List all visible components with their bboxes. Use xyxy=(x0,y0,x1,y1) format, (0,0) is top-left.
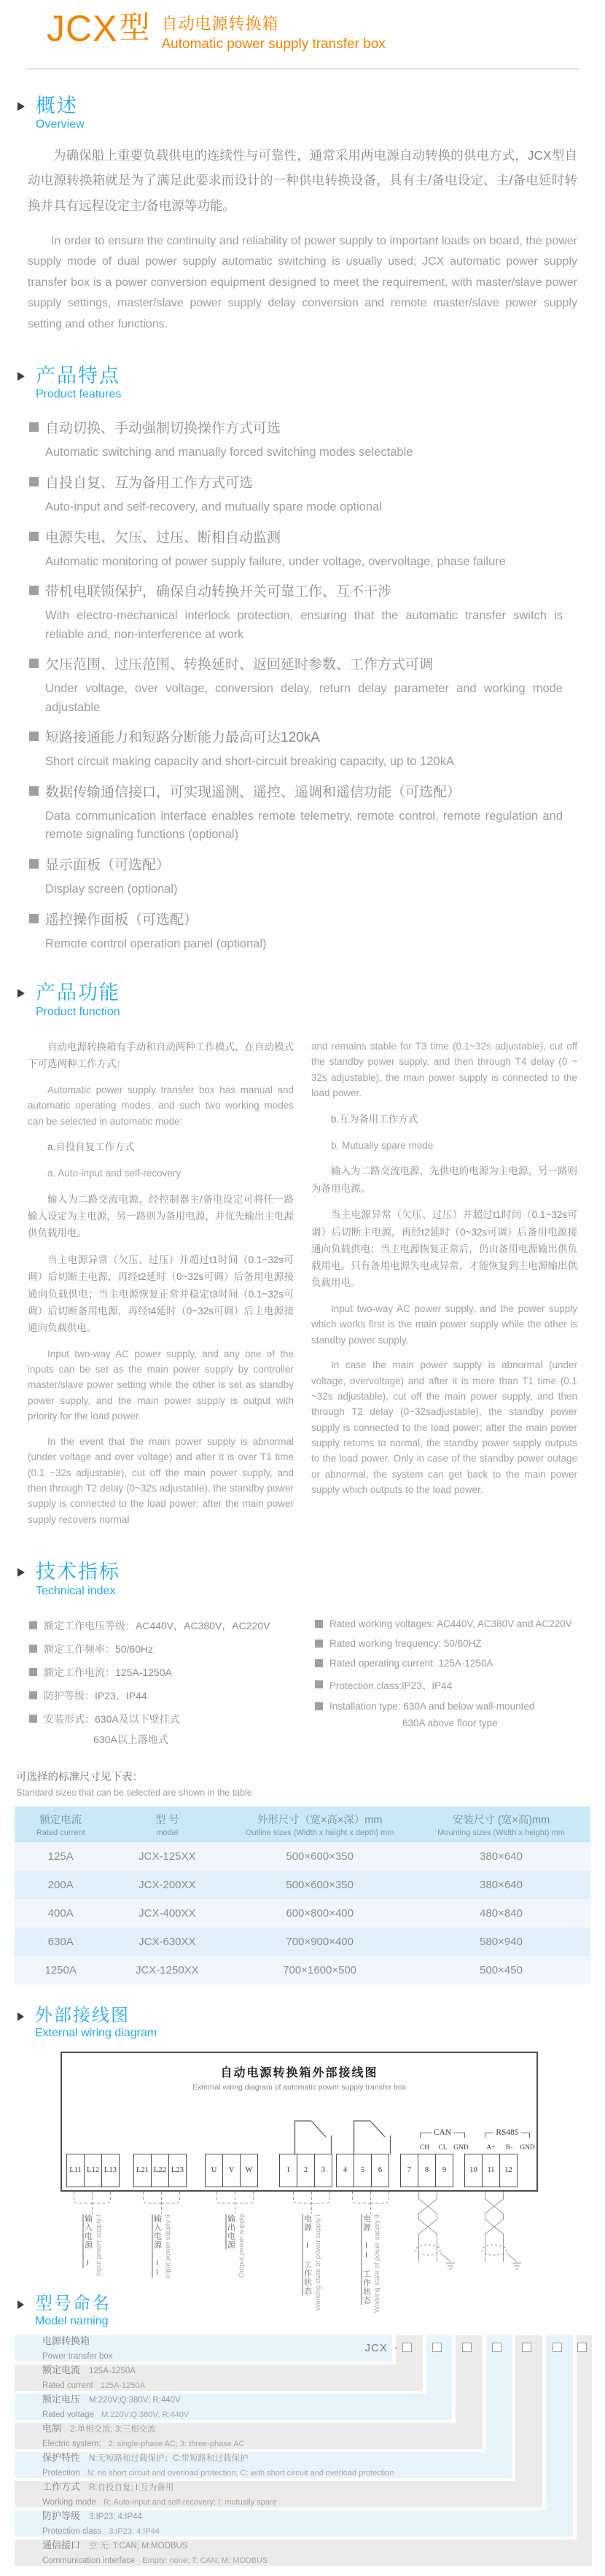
features-heading xyxy=(17,365,605,401)
overview-heading xyxy=(17,96,605,131)
wire-group-label xyxy=(134,2192,189,2284)
technical-item xyxy=(29,1688,315,1703)
terminal: 12 xyxy=(499,2154,518,2187)
table-cell: 500×600×350 xyxy=(227,1842,412,1871)
size-table xyxy=(15,1807,590,1985)
table-row xyxy=(15,1899,590,1928)
model-code-box xyxy=(553,2343,562,2352)
bullet-square-icon xyxy=(29,477,39,486)
technical-text: Rated working frequency: 50/60HZ xyxy=(329,1637,482,1649)
table-cell: 700×900×400 xyxy=(227,1928,412,1956)
bullet-square-icon xyxy=(29,586,39,595)
wire-label-en: Working state of power supply II xyxy=(372,2214,381,2313)
pin-label: GND xyxy=(453,2144,469,2152)
function-paragraph: a.自投自复工作方式 xyxy=(47,1141,135,1153)
table-cell: 580×940 xyxy=(412,1928,590,1956)
terminal-group-state2 xyxy=(336,2154,389,2187)
technical-item xyxy=(315,1658,605,1669)
product-model-suffix: 型 xyxy=(119,10,150,44)
model-naming-heading-en: Model naming xyxy=(35,2315,109,2328)
wiring-heading xyxy=(17,2006,605,2040)
terminal: 2 xyxy=(297,2154,315,2187)
technical-heading xyxy=(17,1561,605,1597)
feature-text-en: Data communication interface enables remote telemetry, remote control, remote regulation and remote signaling functions (optional) xyxy=(45,809,563,842)
model-code-box xyxy=(522,2343,531,2352)
naming-label-en: Communication interface xyxy=(42,2556,136,2566)
terminal-group-output xyxy=(205,2154,257,2187)
model-code-prefix: JCX xyxy=(364,2342,388,2355)
naming-label-en: Electric system: xyxy=(42,2440,101,2449)
table-row xyxy=(15,1928,590,1956)
feature-text-cn: 数据传输通信接口，可实现遥测、遥控、遥调和遥信功能（可选配） xyxy=(45,784,461,800)
function-heading-cn: 产品功能 xyxy=(36,982,120,1004)
function-paragraph: and remains stable for T3 time (0.1~32s adjustable), cut off the standby power supply, and then through T4 delay (0 ~ 32s adjustable), the main power supply is connected to the load power. xyxy=(311,1041,577,1098)
technical-text: Protection class:IP23、IP44 xyxy=(329,1680,453,1691)
product-model: JCX xyxy=(47,8,118,49)
table-note-en: Standard sizes that can be selected are shown in the table xyxy=(16,1787,252,1798)
technical-text: 安装形式：630A及以下壁挂式 xyxy=(44,1712,180,1725)
section-features xyxy=(0,365,605,953)
twisted-pair-symbol xyxy=(476,2192,531,2273)
bullet-square-icon xyxy=(315,1702,323,1710)
wire-group-label xyxy=(343,2192,398,2313)
terminal: L13 xyxy=(101,2154,120,2187)
terminal-group-state1 xyxy=(279,2154,332,2187)
naming-row xyxy=(15,2335,392,2362)
function-paragraph: 当主电源异常（欠压、过压）并超过t1时间（0.1~32s可调）后切断主电源，再经t2延时（0~32s可调）后备用电源接通向负载供电；当主电源恢复正常并稳定t3时间（0.1~32s可调）后切断备用电源，再经t4延时（0~32s可调）后主电源接通向负载供电。 xyxy=(28,1254,294,1333)
table-cell: 380×640 xyxy=(412,1871,590,1899)
naming-desc-en: R: Auto-input and self-recovery; I: mutually spare xyxy=(103,2498,277,2507)
bullet-square-icon xyxy=(29,422,39,432)
terminal: 11 xyxy=(482,2154,500,2187)
pin-label: B- xyxy=(505,2144,513,2152)
terminal: 10 xyxy=(464,2154,483,2187)
wire-drop-symbol xyxy=(134,2192,189,2214)
terminal: U xyxy=(205,2154,223,2187)
terminal: L22 xyxy=(151,2154,169,2187)
function-paragraph: In the event that the main power supply is abnormal (under voltage and over voltage) and after it is over T1 time (0.1 ~32s adjustable), cut off the main power supply, and then through T2 delay (0~32s adjustable), the standby power supply is connected to the load power; after the main power supply recovers normal xyxy=(28,1435,294,1525)
technical-columns xyxy=(29,1610,605,1747)
technical-text: Rated operating current: 125A-1250A xyxy=(329,1657,493,1669)
feature-item xyxy=(29,653,576,717)
features-heading-cn: 产品特点 xyxy=(36,365,120,387)
feature-text-en: With electro-mechanical interlock protection, ensuring that the automatic transfer switch is reliable and, non-interference at work xyxy=(45,609,563,641)
naming-desc-en: M:220V;Q:380V; R:440V xyxy=(101,2410,190,2420)
technical-text: 额定工作频率：50/60Hz xyxy=(44,1642,154,1655)
naming-step-stripe xyxy=(515,2335,542,2481)
table-cell: JCX-400XX xyxy=(106,1899,227,1928)
wire-drop-symbol xyxy=(65,2192,120,2214)
technical-text-continued: 630A above floor type xyxy=(402,1717,498,1729)
technical-item xyxy=(29,1712,315,1726)
model-code-box xyxy=(432,2343,442,2352)
terminal-group-can xyxy=(400,2154,453,2187)
technical-item xyxy=(315,1677,605,1692)
function-paragraph: b. Mutually spare mode xyxy=(331,1139,434,1151)
terminal: L23 xyxy=(168,2154,187,2187)
terminal: 5 xyxy=(354,2154,372,2187)
table-cell: JCX-200XX xyxy=(106,1871,227,1899)
naming-label-cn: 通信接口 xyxy=(42,2540,81,2551)
table-note-cn: 可选择的标准尺寸见下表： xyxy=(16,1771,143,1783)
naming-desc-cn: R:自投自复; I:互为备用 xyxy=(89,2483,174,2493)
feature-text-en: Display screen (optional) xyxy=(45,882,178,896)
function-heading-en: Product function xyxy=(36,1005,120,1018)
page-header xyxy=(0,0,605,53)
naming-label-cn: 工作方式 xyxy=(42,2481,81,2493)
table-header-cell: 额定电流 Rated current xyxy=(15,1807,106,1842)
feature-item xyxy=(29,472,576,517)
features-list xyxy=(29,417,576,953)
pin-label: A+ xyxy=(486,2144,496,2152)
technical-text: Installation type: 630A and below wall-mounted xyxy=(329,1700,535,1712)
model-code-box xyxy=(492,2343,501,2352)
terminal-group-input2 xyxy=(133,2154,186,2187)
feature-text-en: Under voltage, over voltage, conversion delay, return delay parameter and working mode adjustable xyxy=(45,682,563,714)
technical-heading-cn: 技术指标 xyxy=(36,1561,120,1583)
overview-heading-en: Overview xyxy=(36,118,85,131)
naming-label-en: Working mode xyxy=(42,2498,96,2507)
technical-text: 防护等级：IP23、IP44 xyxy=(44,1689,147,1702)
naming-label-cn: 防护等级 xyxy=(42,2510,81,2522)
function-column-left xyxy=(28,1029,294,1537)
naming-row xyxy=(15,2481,542,2507)
product-title-en: Automatic power supply transfer box xyxy=(161,36,386,52)
terminal-group-rs485 xyxy=(464,2154,517,2187)
bullet-square-icon xyxy=(29,859,39,869)
table-cell: 700×1600×500 xyxy=(227,1956,412,1985)
technical-item xyxy=(29,1642,315,1656)
terminal: V xyxy=(222,2154,241,2187)
wire-group-label xyxy=(208,2192,262,2284)
table-cell: JCX-125XX xyxy=(106,1842,227,1871)
section-overview xyxy=(0,96,605,335)
feature-text-en: Remote control operation panel (optional) xyxy=(45,936,267,950)
table-cell: JCX-630XX xyxy=(106,1928,227,1956)
overview-heading-cn: 概述 xyxy=(36,95,78,117)
function-heading xyxy=(17,982,605,1018)
rs485-bus-label xyxy=(485,2129,530,2138)
terminal-strip xyxy=(66,2154,517,2187)
terminal: 1 xyxy=(279,2154,297,2187)
naming-desc-en: N: no short circuit and overload protection; C: with short circuit and overload protection xyxy=(87,2469,394,2478)
section-model-naming xyxy=(0,2294,605,2576)
naming-desc-cn: 3:IP23; 4:IP44 xyxy=(89,2513,142,2522)
overview-paragraph-cn: 为确保船上重要负载供电的连续性与可靠性，通常采用两电源自动转换的供电方式，JCX型自动电源转换箱就是为了满足此要求而设计的一种供电转换设备，具有主/备电设定、主/备电延时转换并具有远程设定主/备电源等功能。 xyxy=(28,148,577,213)
function-paragraph: 输入为二路交流电源，经控制器主/备电设定可将任一路输入设定为主电源，另一路则为备用电源，并优先输出主电源供负载用电。 xyxy=(28,1193,294,1239)
feature-text-cn: 遥控操作面板（可选配） xyxy=(45,912,198,928)
bracket-line xyxy=(521,2133,530,2138)
wiring-diagram-title-en: External wiring diagram of automatic power supply transfer box xyxy=(192,2082,406,2092)
model-code-box xyxy=(402,2343,412,2352)
naming-label-cn: 电制 xyxy=(42,2423,62,2435)
feature-item xyxy=(29,854,576,899)
table-cell: 500×600×350 xyxy=(227,1871,412,1899)
bullet-square-icon xyxy=(29,786,39,796)
bus-pin-labels xyxy=(415,2144,536,2152)
section-marker-icon xyxy=(17,989,25,998)
naming-label-cn: 额定电流 xyxy=(42,2364,81,2376)
naming-label-en: Protection class xyxy=(42,2527,102,2537)
naming-desc-en: Empty: none; T: CAN; M: MODBUS xyxy=(142,2556,268,2566)
wire-drop-symbol xyxy=(208,2192,262,2214)
technical-item xyxy=(29,1618,315,1633)
feature-text-en: Automatic monitoring of power supply failure, under voltage, overvoltage, phase failure xyxy=(45,554,506,568)
bullet-square-icon xyxy=(29,1668,37,1676)
bracket-line xyxy=(485,2133,493,2138)
wire-label-cn: 输入电源 I xyxy=(83,2214,93,2268)
model-naming-diagram xyxy=(15,2335,592,2576)
bracket-line xyxy=(453,2133,465,2138)
function-paragraph: a. Auto-input and self-recovery xyxy=(47,1168,182,1179)
naming-row xyxy=(15,2423,483,2449)
wire-label-en: Working state of power supply I xyxy=(313,2214,322,2311)
terminal: 8 xyxy=(418,2154,436,2187)
table-row xyxy=(15,1956,590,1985)
technical-heading-en: Technical index xyxy=(36,1584,116,1597)
technical-item xyxy=(315,1638,605,1649)
naming-desc-en: 3:IP23; 4:IP44 xyxy=(109,2527,160,2537)
naming-row xyxy=(15,2452,512,2478)
wiring-heading-en: External wiring diagram xyxy=(35,2026,157,2039)
wire-label-en: Output power supply xyxy=(237,2214,246,2278)
feature-item xyxy=(29,527,576,572)
table-row xyxy=(15,1842,590,1871)
naming-desc-cn: N:无短路和过载保护；C:带短路和过载保护 xyxy=(89,2454,249,2464)
function-paragraph: Input two-way AC power supply, and any one of the inputs can be set as the main power supply by controller master/slave power setting while the other is set as standby power supply, and the main power supply is output with priority for the load power. xyxy=(28,1348,294,1422)
bullet-square-icon xyxy=(315,1620,323,1628)
terminal: 9 xyxy=(435,2154,453,2187)
naming-row xyxy=(15,2394,452,2420)
model-code-dash: - xyxy=(394,2341,398,2354)
table-cell: 200A xyxy=(15,1871,106,1899)
technical-text: 额定工作电压等级：AC440V，AC380V，AC220V xyxy=(44,1619,270,1632)
wire-label-cn: 输入电源 II xyxy=(152,2214,162,2278)
table-header-cell: 型 号 model xyxy=(106,1807,227,1842)
function-paragraph: 当主电源异常（欠压、过压）并超过t1时间（0.1~32s可调）后切断主电源，再经t2延时（0~32s可调）后备用电源接通向负载供电；当主电源恢复正常后，仍由备用电源输出供负载用电。只有备用电源失电或异常，才能恢复到主电源输出供负载用电。 xyxy=(311,1209,577,1289)
bullet-square-icon xyxy=(29,914,39,923)
pin-label: GND xyxy=(520,2144,535,2152)
section-marker-icon xyxy=(17,1568,25,1577)
function-paragraph: Input two-way AC power supply, and the power supply which works first is the main power supply while the other is standby power supply. xyxy=(311,1303,577,1346)
terminal: 3 xyxy=(314,2154,332,2187)
model-code-box xyxy=(462,2343,472,2352)
section-marker-icon xyxy=(17,372,25,381)
table-header-cell: 外形尺寸（宽×高×深）mm Outline sizes (Width x height x depth) mm xyxy=(227,1807,412,1842)
section-marker-icon xyxy=(17,102,25,111)
naming-desc-cn: 空:无; T:CAN; M:MODBUS xyxy=(89,2542,188,2551)
wire-group-twisted-pair-can xyxy=(410,2192,464,2284)
naming-step-stripe xyxy=(577,2335,592,2540)
overview-paragraph-en: In order to ensure the continuity and reliability of power supply to important loads on board, the power supply mode of dual power supply automatic switching is usually used; JCX automatic power supply transfer box is a power conversion equipment designed to meet the requirement, with master/slave power supply settings, master/slave power supply delay conversion and remote master/slave power supply setting and other functions. xyxy=(28,234,577,330)
table-cell: 500×450 xyxy=(412,1956,590,1985)
features-heading-en: Product features xyxy=(36,388,122,401)
naming-label-en: Power transfer box xyxy=(42,2352,113,2362)
naming-label-en: Rated voltage xyxy=(42,2410,94,2420)
feature-text-cn: 短路接通能力和短路分断能力最高可达120kA xyxy=(45,730,320,746)
terminal: L12 xyxy=(84,2154,102,2187)
naming-row xyxy=(15,2540,592,2566)
technical-text: Rated working voltages: AC440V, AC380V and AC220V xyxy=(329,1618,572,1629)
feature-text-cn: 显示面板（可选配） xyxy=(45,858,171,874)
naming-desc-en: 2: single-phase AC; 3: three-phase AC xyxy=(108,2440,245,2449)
wiring-heading-cn: 外部接线图 xyxy=(35,2005,130,2025)
can-bus-label xyxy=(420,2129,465,2138)
feature-text-cn: 带机电联锁保护，确保自动转换开关可靠工作、互不干涉 xyxy=(45,584,392,600)
bullet-square-icon xyxy=(29,732,39,741)
table-cell: 600×800×400 xyxy=(227,1899,412,1928)
naming-label-en: Protection xyxy=(42,2469,80,2478)
product-title-cn: 自动电源转换箱 xyxy=(161,15,279,33)
naming-step-stripe xyxy=(486,2335,512,2452)
naming-row xyxy=(15,2510,573,2537)
wire-drop-symbol xyxy=(343,2192,398,2214)
model-naming-heading xyxy=(17,2294,605,2328)
naming-label-cn: 额定电压 xyxy=(42,2394,81,2405)
terminal-group-input1 xyxy=(66,2154,119,2187)
section-function xyxy=(0,982,605,1537)
wire-label-cn: 输出电源 xyxy=(226,2214,235,2249)
naming-label-en: Rated current xyxy=(42,2381,93,2391)
function-paragraph: 自动电源转换箱有手动和自动两种工作模式，在自动模式下可选两种工作方式： xyxy=(28,1041,294,1070)
feature-item xyxy=(29,581,576,644)
technical-text-continued: 630A以上落地式 xyxy=(93,1733,168,1745)
feature-item xyxy=(29,909,576,954)
bracket-line xyxy=(420,2133,432,2138)
terminal: 7 xyxy=(400,2154,418,2187)
bullet-square-icon xyxy=(29,659,39,668)
bullet-square-icon xyxy=(315,1659,323,1667)
wire-drop-symbol xyxy=(284,2192,339,2214)
naming-label-cn: 保护特性 xyxy=(42,2452,81,2464)
feature-text-en: Auto-input and self-recovery, and mutually spare mode optional xyxy=(45,500,382,513)
function-column-right xyxy=(311,1029,577,1537)
naming-desc-cn: 2:单相交流; 3:三相交流 xyxy=(70,2425,156,2435)
technical-item xyxy=(315,1701,605,1712)
bullet-square-icon xyxy=(29,1691,37,1699)
table-cell: 1250A xyxy=(15,1956,106,1985)
wire-group-label xyxy=(65,2192,120,2284)
section-marker-icon xyxy=(17,2012,24,2021)
can-label: CAN xyxy=(433,2127,452,2137)
model-naming-heading-cn: 型号命名 xyxy=(35,2293,111,2313)
technical-text: 额定工作电流：125A-1250A xyxy=(44,1666,172,1678)
bullet-square-icon xyxy=(29,1645,37,1653)
terminal: W xyxy=(240,2154,258,2187)
table-cell: 400A xyxy=(15,1899,106,1928)
model-code-box xyxy=(577,2343,587,2352)
switch-contact-symbol xyxy=(286,2114,399,2154)
wire-group-label xyxy=(284,2192,339,2311)
naming-label-cn: 电源转换箱 xyxy=(42,2335,90,2347)
technical-item xyxy=(29,1665,315,1680)
table-cell: 480×840 xyxy=(412,1899,590,1928)
naming-row xyxy=(15,2364,423,2391)
technical-column-en xyxy=(315,1610,605,1747)
naming-step-stripe xyxy=(546,2335,573,2510)
feature-text-cn: 欠压范围、过压范围、转换延时、返回延时参数、工作方式可调 xyxy=(45,657,434,673)
function-columns xyxy=(28,1029,577,1537)
table-cell: JCX-1250XX xyxy=(106,1956,227,1985)
technical-column-cn xyxy=(29,1610,315,1747)
wire-label-en: Input power supply I xyxy=(94,2214,103,2276)
feature-item xyxy=(29,417,576,462)
function-paragraph: b.互为备用工作方式 xyxy=(331,1113,418,1125)
feature-item xyxy=(29,726,576,772)
twisted-pair-symbol xyxy=(410,2192,464,2273)
feature-text-cn: 自投自复、互为备用工作方式可选 xyxy=(45,475,254,491)
function-paragraph: Automatic power supply transfer box has manual and automatic operating modes, and such two working modes can be selected in automatic mode: xyxy=(28,1084,294,1127)
terminal: L11 xyxy=(66,2154,85,2187)
feature-text-en: Short circuit making capacity and short-circuit breaking capacity, up to 120kA xyxy=(45,755,454,769)
rs485-label: RS485 xyxy=(496,2127,519,2137)
size-table-header-row xyxy=(15,1807,590,1842)
table-cell: 630A xyxy=(15,1928,106,1956)
wire-label-cn: 电源 II 工作状态 xyxy=(362,2214,371,2305)
bullet-square-icon xyxy=(29,1715,37,1723)
section-marker-icon xyxy=(17,2300,24,2309)
technical-item xyxy=(315,1618,605,1629)
pin-label: CH xyxy=(419,2144,430,2152)
pin-label: CL xyxy=(438,2144,448,2152)
bullet-square-icon xyxy=(29,1621,37,1629)
product-titles xyxy=(161,12,385,53)
feature-text-en: Automatic switching and manually forced switching modes selectable xyxy=(45,446,413,459)
wiring-diagram-title-cn: 自动电源转换箱外部接线图 xyxy=(220,2066,378,2079)
wiring-diagram-box xyxy=(60,2052,538,2192)
naming-desc-cn: 125A-1250A xyxy=(89,2367,136,2376)
table-cell: 380×640 xyxy=(412,1842,590,1871)
feature-text-cn: 自动切换、手动强制切换操作方式可选 xyxy=(45,421,281,437)
bullet-square-icon xyxy=(29,532,39,541)
bullet-square-icon xyxy=(315,1640,323,1648)
table-row xyxy=(15,1871,590,1899)
naming-desc-en: 125A-1250A xyxy=(100,2381,145,2391)
bullet-square-icon xyxy=(315,1680,323,1688)
table-header-cell: 安装尺寸 (宽×高)mm Mounting sizes (Width x height) mm xyxy=(412,1807,590,1842)
wire-label-cn: 电源 I 工作状态 xyxy=(302,2214,312,2295)
function-paragraph: 输入为二路交流电源，先供电的电源为主电源，另一路则为备用电源。 xyxy=(311,1165,577,1194)
wire-group-twisted-pair-rs485 xyxy=(476,2192,531,2284)
terminal: 4 xyxy=(336,2154,354,2187)
section-technical xyxy=(0,1561,605,1984)
terminal: L21 xyxy=(133,2154,152,2187)
naming-desc-cn: M:220V;Q:380V; R:440V xyxy=(89,2396,181,2405)
terminal: 6 xyxy=(371,2154,389,2187)
table-cell: 125A xyxy=(15,1842,106,1871)
wire-label-en: Input power supply II xyxy=(163,2214,172,2278)
feature-item xyxy=(29,781,576,845)
feature-text-cn: 电源失电、欠压、过压、断相自动监测 xyxy=(45,529,281,546)
function-paragraph: In case the main power supply is abnormal (under voltage, overvoltage) and after it is more than T1 time (0.1 ~32s adjustable), cut off the main power supply, and then through T2 delay (0~32sadjustable), the standby power supply is connected to the load power; after the main power supply returns to normal, the standby power supply outputs to the load power. Only in case of the standby power outage or abnormal, the system can get back to the main power supply which outputs to the load power. xyxy=(311,1359,577,1495)
